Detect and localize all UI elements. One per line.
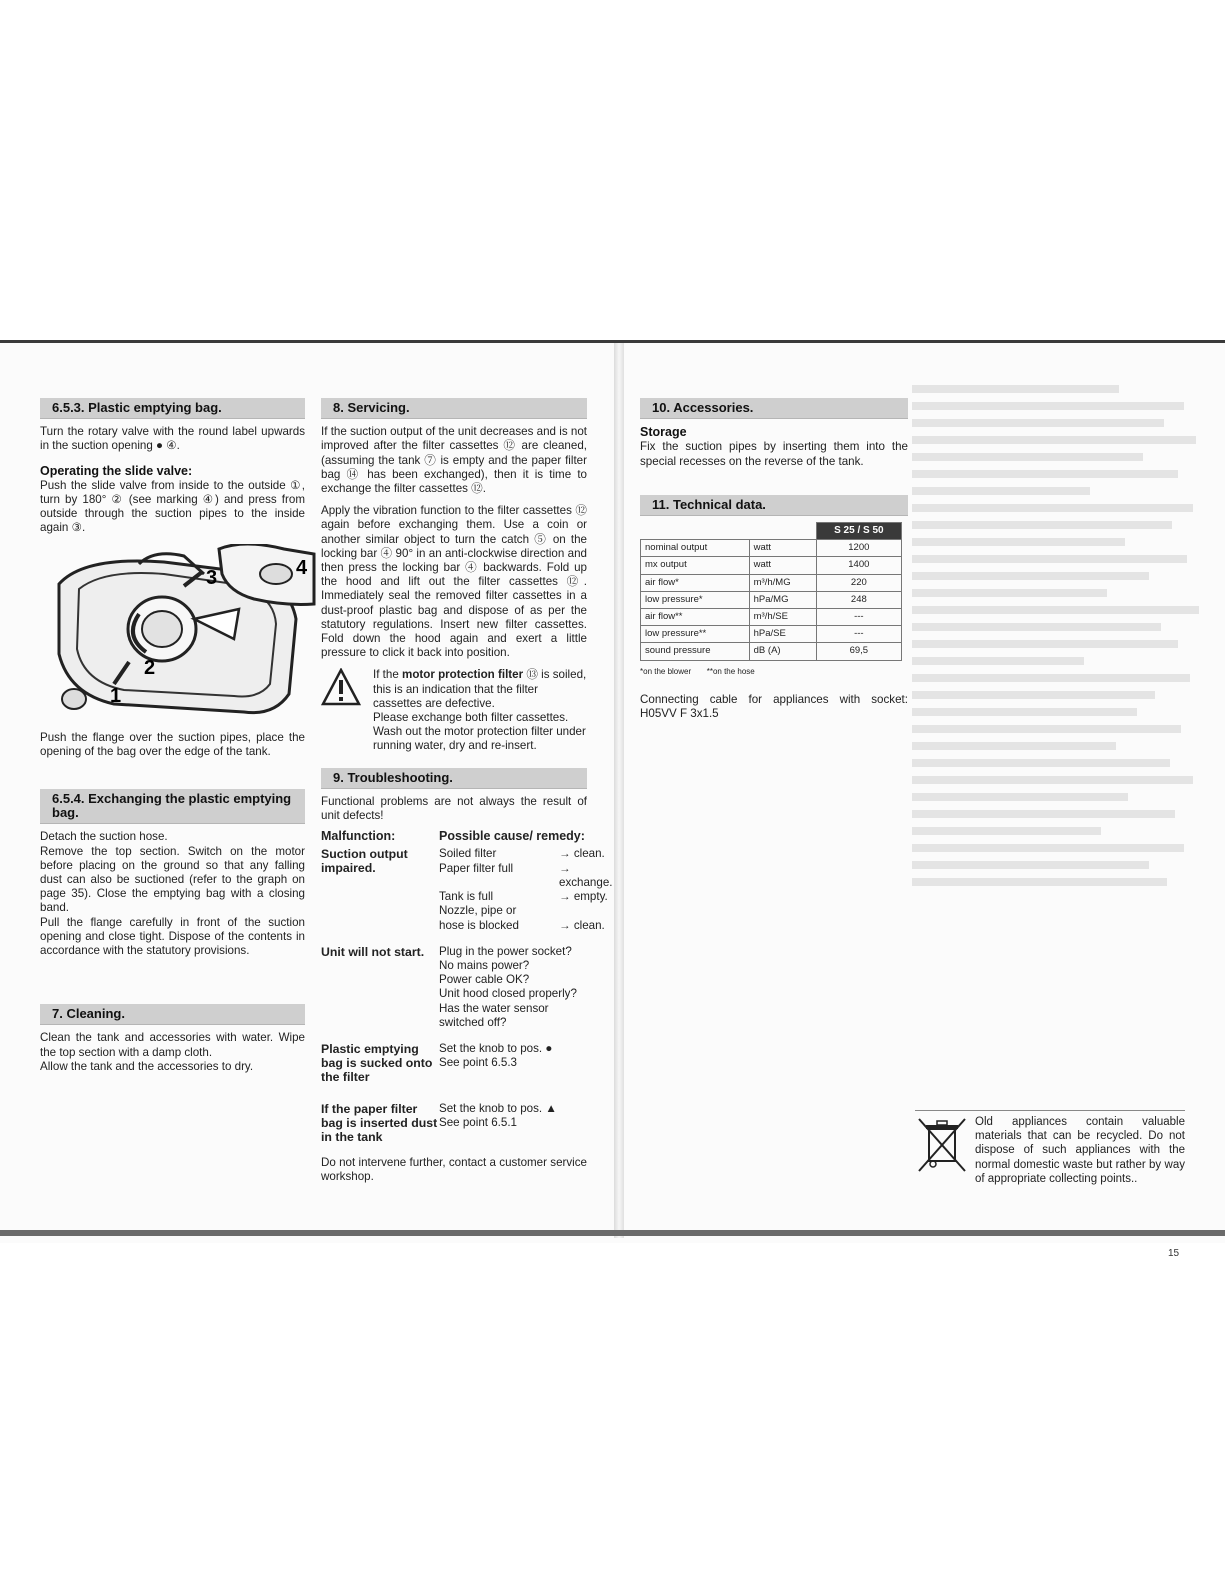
warning-block bbox=[321, 668, 587, 753]
spec-value: 220 bbox=[816, 574, 901, 591]
malfunction: Unit will not start. bbox=[321, 944, 425, 959]
paragraph: If the suction output of the unit decreases and is not improved after the filter cassettes ⑫ are cleaned, (assuming the tank ⑦ is empty and the paper filter bag ⑭ has been exchanged), then it is time to exchange the filter cassettes ⑫. bbox=[321, 425, 587, 496]
spec-label: mx output bbox=[641, 557, 750, 574]
spec-value: 1400 bbox=[816, 557, 901, 574]
figure-label-3: 3 bbox=[206, 566, 218, 589]
section-heading-9: 9. Troubleshooting. bbox=[321, 768, 587, 789]
subheading-slide-valve: Operating the slide valve: bbox=[40, 463, 193, 478]
right-column bbox=[640, 398, 908, 729]
troubleshooting-header bbox=[321, 829, 587, 843]
paragraph: Push the flange over the suction pipes, place the opening of the bag over the edge of the tank. bbox=[40, 730, 305, 758]
left-column bbox=[40, 398, 308, 1082]
spec-label: air flow** bbox=[641, 609, 750, 626]
spec-value: 69,5 bbox=[816, 643, 901, 660]
spec-value: --- bbox=[816, 626, 901, 643]
model-header: S 25 / S 50 bbox=[816, 523, 901, 540]
section-heading-654: 6.5.4. Exchanging the plastic emptying bag. bbox=[40, 789, 305, 824]
malfunction: If the paper filter bag is inserted dust in the tank bbox=[321, 1101, 438, 1144]
cause: Has the water sensor switched off? bbox=[439, 1001, 549, 1029]
page-number: 15 bbox=[1168, 1248, 1180, 1259]
troubleshooting-row bbox=[321, 847, 613, 932]
cause: Unit hood closed properly? bbox=[439, 987, 577, 1001]
remedy: → clean. bbox=[559, 918, 605, 932]
cause: See point 6.5.1 bbox=[439, 1116, 517, 1130]
figure-label-2: 2 bbox=[144, 656, 156, 679]
spread-bottom-edge bbox=[0, 1230, 1225, 1236]
cause: Set the knob to pos. ▲ bbox=[439, 1101, 557, 1115]
section-heading-10: 10. Accessories. bbox=[640, 398, 908, 419]
spec-unit: m³/h/MG bbox=[749, 574, 816, 591]
malfunction: Suction output impaired. bbox=[321, 847, 408, 876]
slide-valve-illustration bbox=[44, 544, 324, 719]
paragraph: Fix the suction pipes by inserting them into the special recesses on the reverse of the tank. bbox=[640, 440, 908, 468]
page-gutter bbox=[614, 343, 624, 1238]
section-heading-7: 7. Cleaning. bbox=[40, 1004, 305, 1025]
paragraph: Allow the tank and the accessories to dry. bbox=[40, 1059, 254, 1073]
section-heading-8: 8. Servicing. bbox=[321, 398, 587, 419]
bleed-through-text bbox=[912, 385, 1208, 955]
spec-label: air flow* bbox=[641, 574, 750, 591]
spec-value: 1200 bbox=[816, 540, 901, 557]
recycling-notice bbox=[915, 1110, 1185, 1186]
spec-label: sound pressure bbox=[641, 643, 750, 660]
spec-label: nominal output bbox=[641, 540, 750, 557]
section-heading-11: 11. Technical data. bbox=[640, 495, 908, 516]
footnote-blower: *on the blower bbox=[640, 666, 692, 676]
warning-triangle-icon bbox=[321, 668, 361, 753]
paragraph: Push the slide valve from inside to the outside ①, turn by 180° ② (see marking ④) and press from outside through the suction pipes to the inside again ③. bbox=[40, 478, 305, 535]
paragraph: Pull the flange carefully in front of the suction opening and close tight. Dispose of the contents in accordance with the statutory provisions. bbox=[40, 915, 305, 958]
troubleshooting-intro: Functional problems are not always the result of unit defects! bbox=[321, 794, 587, 823]
warning-text-2: Please exchange both filter cassettes. Wash out the motor protection filter under running water, dry and re-insert. bbox=[373, 711, 586, 753]
spec-unit: dB (A) bbox=[749, 643, 816, 660]
cause: Nozzle, pipe or bbox=[439, 904, 517, 918]
figure-label-4: 4 bbox=[296, 556, 308, 579]
cause: hose is blocked bbox=[439, 918, 519, 932]
subheading-storage: Storage bbox=[640, 425, 687, 440]
spec-unit: m³/h/SE bbox=[749, 609, 816, 626]
col-malfunction: Malfunction: bbox=[321, 829, 396, 844]
warning-text-pre: If the bbox=[373, 668, 403, 682]
warning-text-bold: motor protection filter bbox=[402, 668, 524, 682]
cause: Soiled filter bbox=[439, 847, 497, 861]
technical-data-table bbox=[640, 522, 902, 661]
footnote-hose: **on the hose bbox=[706, 666, 755, 676]
figure-label-1: 1 bbox=[110, 684, 122, 707]
troubleshooting-row bbox=[321, 1102, 587, 1144]
remedy: → empty. bbox=[559, 890, 608, 904]
section-heading-653: 6.5.3. Plastic emptying bag. bbox=[40, 398, 305, 419]
cable-info: Connecting cable for appliances with socket: H05VV F 3x1.5 bbox=[640, 692, 908, 721]
malfunction: Plastic emptying bag is sucked onto the filter bbox=[321, 1041, 433, 1084]
remedy: → clean. bbox=[559, 847, 605, 861]
middle-column bbox=[321, 398, 613, 1192]
spec-value: 248 bbox=[816, 591, 901, 608]
cause: Set the knob to pos. ● bbox=[439, 1041, 553, 1055]
crossed-out-wheelie-bin-icon bbox=[915, 1115, 969, 1175]
cause: No mains power? bbox=[439, 958, 530, 972]
remedy: → exchange. bbox=[559, 861, 613, 889]
spec-label: low pressure** bbox=[641, 626, 750, 643]
recycling-text: Old appliances contain valuable materials that can be recycled. Do not dispose of such appliances with the normal domestic waste but rather by way of appropriate collecting points.. bbox=[975, 1116, 1185, 1185]
spec-unit: watt bbox=[749, 540, 816, 557]
cause: Power cable OK? bbox=[439, 973, 530, 987]
col-remedy: Possible cause/ remedy: bbox=[439, 829, 585, 844]
spec-label: low pressure* bbox=[641, 591, 750, 608]
cause: Tank is full bbox=[439, 890, 494, 904]
spec-unit: hPa/SE bbox=[749, 626, 816, 643]
paragraph: Turn the rotary valve with the round label upwards in the suction opening ● ④. bbox=[40, 425, 305, 453]
cause: Plug in the power socket? bbox=[439, 944, 572, 958]
paragraph: Clean the tank and accessories with water. Wipe the top section with a damp cloth. bbox=[40, 1031, 305, 1059]
cause: See point 6.5.3 bbox=[439, 1056, 517, 1070]
spec-unit: hPa/MG bbox=[749, 591, 816, 608]
troubleshooting-outro: Do not intervene further, contact a customer service workshop. bbox=[321, 1155, 587, 1184]
paragraph: Remove the top section. Switch on the motor before placing on the ground so that any falling dust can also be suctioned (refer to the graph on page 35). Close the emptying bag with a closing band. bbox=[40, 844, 305, 915]
spec-value: --- bbox=[816, 609, 901, 626]
cause: Paper filter full bbox=[439, 861, 514, 875]
paragraph: Detach the suction hose. bbox=[40, 830, 168, 844]
spec-unit: watt bbox=[749, 557, 816, 574]
table-footnote bbox=[640, 665, 908, 679]
warning-text-post: ⑬ is soiled, this is an indication that the filter cassettes are defective. bbox=[373, 668, 587, 710]
troubleshooting-row bbox=[321, 1042, 587, 1084]
paragraph: Apply the vibration function to the filter cassettes ⑫ again before exchanging them. Use a coin or another similar object to turn the catch ⑤ on the locking bar ④ 90° in an anti-clockwise direction and then press the locking bar ④ backwards. Fold up the hood and lift out the filter cassettes ⑫. Immediately seal the removed filter cassettes in a dust-proof plastic bag and dispose of as per the statutory regulations. Insert new filter cassettes. Fold down the hood again and exert a little pressure to click it back into position. bbox=[321, 504, 587, 660]
troubleshooting-row bbox=[321, 945, 587, 1030]
